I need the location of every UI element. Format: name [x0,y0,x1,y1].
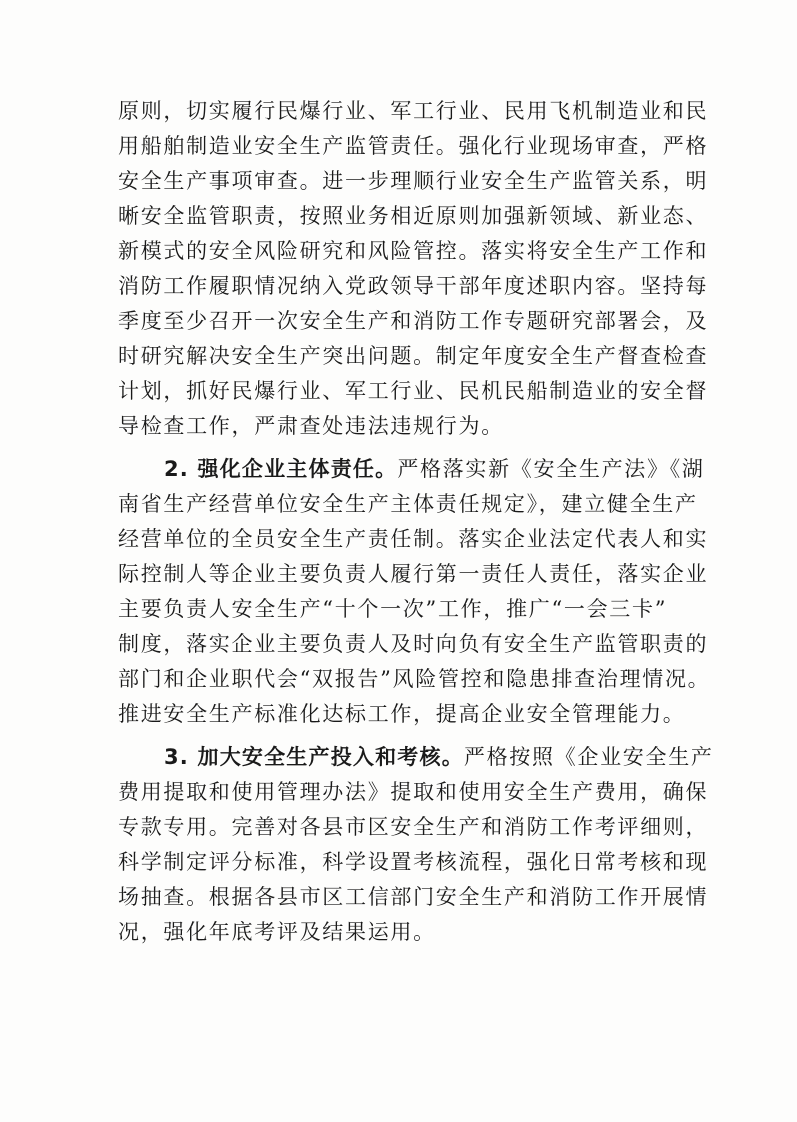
paragraph-line: 消防工作履职情况纳入党政领导干部年度述职内容。坚持每 [118,274,709,298]
paragraph-line: 导检查工作，严肃查处违法违规行为。 [118,414,504,438]
paragraph-line: 部门和企业职代会“双报告”风险管控和隐患排查治理情况。 [118,667,711,691]
paragraph-line: 新模式的安全风险研究和风险管控。落实将安全生产工作和 [118,239,709,263]
paragraph-line: 专款专用。完善对各县市区安全生产和消防工作考评细则， [118,815,709,839]
section-3-heading: 3. 加大安全生产投入和考核。 [164,745,464,769]
section-2-first-line-text: 严格落实新《安全生产法》《湖 [397,457,705,481]
section-3-first-line [118,740,714,775]
paragraph-line: 安全生产事项审查。进一步理顺行业安全生产监管关系，明 [118,169,709,193]
section-3-first-line-text: 严格按照《企业安全生产 [463,745,714,769]
paragraph-line: 推进安全生产标准化达标工作，提高企业安全管理能力。 [118,702,686,726]
paragraph-line: 际控制人等企业主要负责人履行第一责任人责任，落实企业 [118,562,709,586]
paragraph-line: 况，强化年底考评及结果运用。 [118,920,436,944]
paragraph-line: 制度，落实企业主要负责人及时向负有安全生产监管职责的 [118,632,709,656]
paragraph-line: 经营单位的全员安全生产责任制。落实企业法定代表人和实 [118,527,709,551]
paragraph-line: 费用提取和使用管理办法》提取和使用安全生产费用，确保 [118,780,709,804]
paragraph-line: 计划，抓好民爆行业、军工行业、民机民船制造业的安全督 [118,379,709,403]
paragraph-line: 南省生产经营单位安全生产主体责任规定》，建立健全生产 [118,492,698,516]
paragraph-line: 原则，切实履行民爆行业、军工行业、民用飞机制造业和民 [118,99,709,123]
paragraph-line: 季度至少召开一次安全生产和消防工作专题研究部署会，及 [118,309,709,333]
paragraph-line: 场抽查。根据各县市区工信部门安全生产和消防工作开展情 [118,885,709,909]
paragraph-line: 科学制定评分标准，科学设置考核流程，强化日常考核和现 [118,850,709,874]
section-2-heading: 2. 强化企业主体责任。 [164,457,398,481]
section-2-first-line [118,452,705,487]
paragraph-line: 晰安全监管职责，按照业务相近原则加强新领域、新业态、 [118,204,709,228]
paragraph-line: 主要负责人安全生产“十个一次”工作，推广“一会三卡” [118,597,668,621]
body-text [118,94,714,950]
paragraph-line: 时研究解决安全生产突出问题。制定年度安全生产督查检查 [118,344,709,368]
paragraph-line: 用船舶制造业安全生产监管责任。强化行业现场审查，严格 [118,134,709,158]
